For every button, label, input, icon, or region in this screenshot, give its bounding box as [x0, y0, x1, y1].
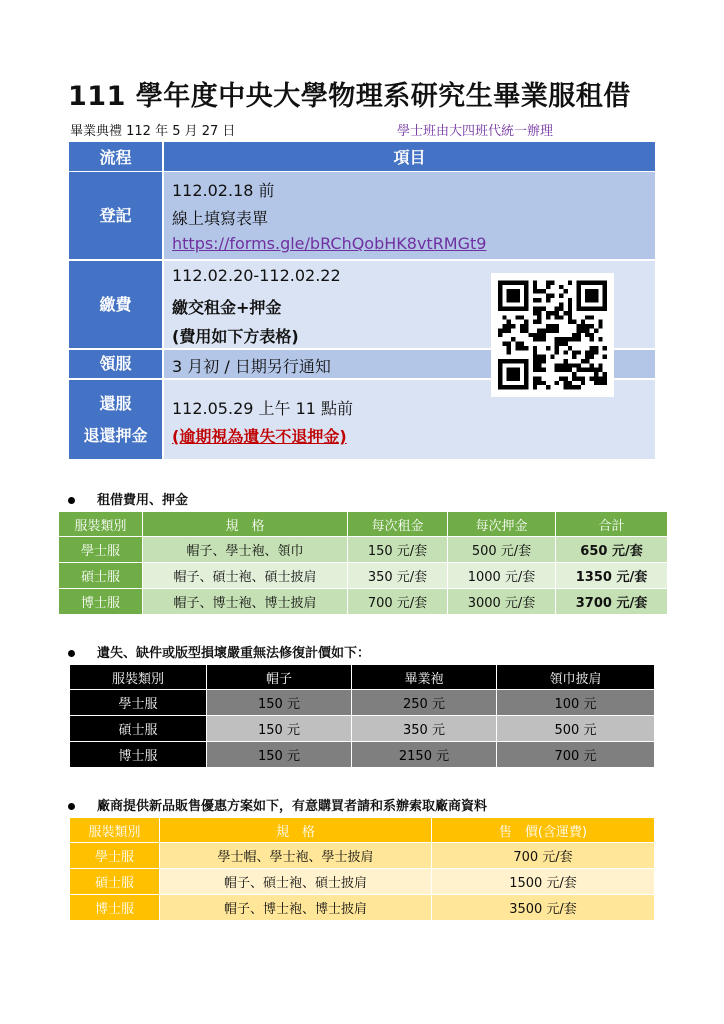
step-payment-label: 繳費	[69, 261, 162, 348]
process-header-step: 流程	[69, 142, 162, 171]
bullet-icon	[68, 803, 75, 810]
column-header: 服裝類別	[70, 665, 207, 690]
spec-cell: 帽子、學士袍、領巾	[143, 537, 348, 563]
deposit-cell: 3000 元/套	[448, 589, 556, 615]
bullet-icon	[68, 650, 75, 657]
step-return-label: 還服 退還押金	[69, 380, 162, 459]
undergrad-note: 學士班由大四班代統一辦理	[397, 124, 554, 139]
total-cell: 650 元/套	[556, 537, 668, 563]
category-cell: 碩士服	[59, 563, 143, 589]
payment-instruction: 繳交租金+押金	[172, 298, 282, 317]
hood-cell: 500 元	[497, 716, 655, 742]
price-cell: 1500 元/套	[432, 869, 655, 895]
register-instruction: 線上填寫表單	[172, 209, 269, 228]
payment-note: (費用如下方表格)	[172, 327, 299, 346]
process-header-item: 項目	[164, 142, 655, 171]
category-cell: 學士服	[70, 843, 160, 869]
hood-cell: 100 元	[497, 690, 655, 716]
rent-cell: 700 元/套	[348, 589, 448, 615]
hat-cell: 150 元	[207, 742, 352, 768]
column-header: 帽子	[207, 665, 352, 690]
column-header: 售 價(含運費)	[432, 818, 655, 843]
table-row	[70, 716, 655, 742]
category-cell: 博士服	[59, 589, 143, 615]
rent-cell: 350 元/套	[348, 563, 448, 589]
spec-cell: 學士帽、學士袍、學士披肩	[160, 843, 432, 869]
column-header: 畢業袍	[352, 665, 497, 690]
deposit-cell: 1000 元/套	[448, 563, 556, 589]
table-row	[59, 537, 668, 563]
gown-cell: 250 元	[352, 690, 497, 716]
rent-cell: 150 元/套	[348, 537, 448, 563]
total-cell: 1350 元/套	[556, 563, 668, 589]
table-row	[59, 563, 668, 589]
vendor-table	[69, 817, 655, 921]
column-header: 規 格	[160, 818, 432, 843]
category-cell: 博士服	[70, 895, 160, 921]
damage-table	[69, 664, 655, 768]
gown-cell: 350 元	[352, 716, 497, 742]
page-title: 111 學年度中央大學物理系研究生畢業服租借	[68, 81, 631, 112]
overdue-warning: (逾期視為遺失不退押金)	[172, 427, 347, 446]
pickup-info: 3 月初 / 日期另行通知	[172, 357, 331, 376]
payment-dates: 112.02.20-112.02.22	[172, 266, 341, 285]
spec-cell: 帽子、博士袍、博士披肩	[143, 589, 348, 615]
damage-heading: 遺失、缺件或版型損壞嚴重無法修復計價如下：	[68, 642, 370, 661]
price-cell: 700 元/套	[432, 843, 655, 869]
return-deadline: 112.05.29 上午 11 點前	[172, 399, 354, 418]
table-row	[70, 843, 655, 869]
price-cell: 3500 元/套	[432, 895, 655, 921]
spec-cell: 帽子、碩士袍、碩士披肩	[160, 869, 432, 895]
rental-heading: 租借費用、押金	[68, 489, 188, 508]
ceremony-date: 畢業典禮 112 年 5 月 27 日	[70, 124, 236, 139]
rental-table	[58, 511, 668, 615]
column-header: 領巾披肩	[497, 665, 655, 690]
table-row	[70, 869, 655, 895]
column-header: 合計	[556, 512, 668, 537]
deposit-cell: 500 元/套	[448, 537, 556, 563]
spec-cell: 帽子、博士袍、博士披肩	[160, 895, 432, 921]
category-cell: 碩士服	[70, 716, 207, 742]
column-header: 每次押金	[448, 512, 556, 537]
column-header: 規 格	[143, 512, 348, 537]
bullet-icon	[68, 497, 75, 504]
category-cell: 學士服	[70, 690, 207, 716]
column-header: 服裝類別	[59, 512, 143, 537]
gown-cell: 2150 元	[352, 742, 497, 768]
category-cell: 碩士服	[70, 869, 160, 895]
hat-cell: 150 元	[207, 690, 352, 716]
register-deadline: 112.02.18 前	[172, 181, 275, 200]
step-register-label: 登記	[69, 172, 162, 259]
qr-code-icon[interactable]	[491, 273, 614, 397]
table-row	[70, 690, 655, 716]
total-cell: 3700 元/套	[556, 589, 668, 615]
category-cell: 學士服	[59, 537, 143, 563]
table-row	[59, 589, 668, 615]
registration-form-link[interactable]: https://forms.gle/bRChQobHK8vtRMGt9	[172, 234, 487, 253]
hood-cell: 700 元	[497, 742, 655, 768]
category-cell: 博士服	[70, 742, 207, 768]
hat-cell: 150 元	[207, 716, 352, 742]
spec-cell: 帽子、碩士袍、碩士披肩	[143, 563, 348, 589]
step-pickup-label: 領服	[69, 350, 162, 378]
table-row	[70, 742, 655, 768]
column-header: 服裝類別	[70, 818, 160, 843]
column-header: 每次租金	[348, 512, 448, 537]
vendor-heading: 廠商提供新品販售優惠方案如下，有意購買者請和系辦索取廠商資料	[68, 795, 487, 814]
table-row	[70, 895, 655, 921]
